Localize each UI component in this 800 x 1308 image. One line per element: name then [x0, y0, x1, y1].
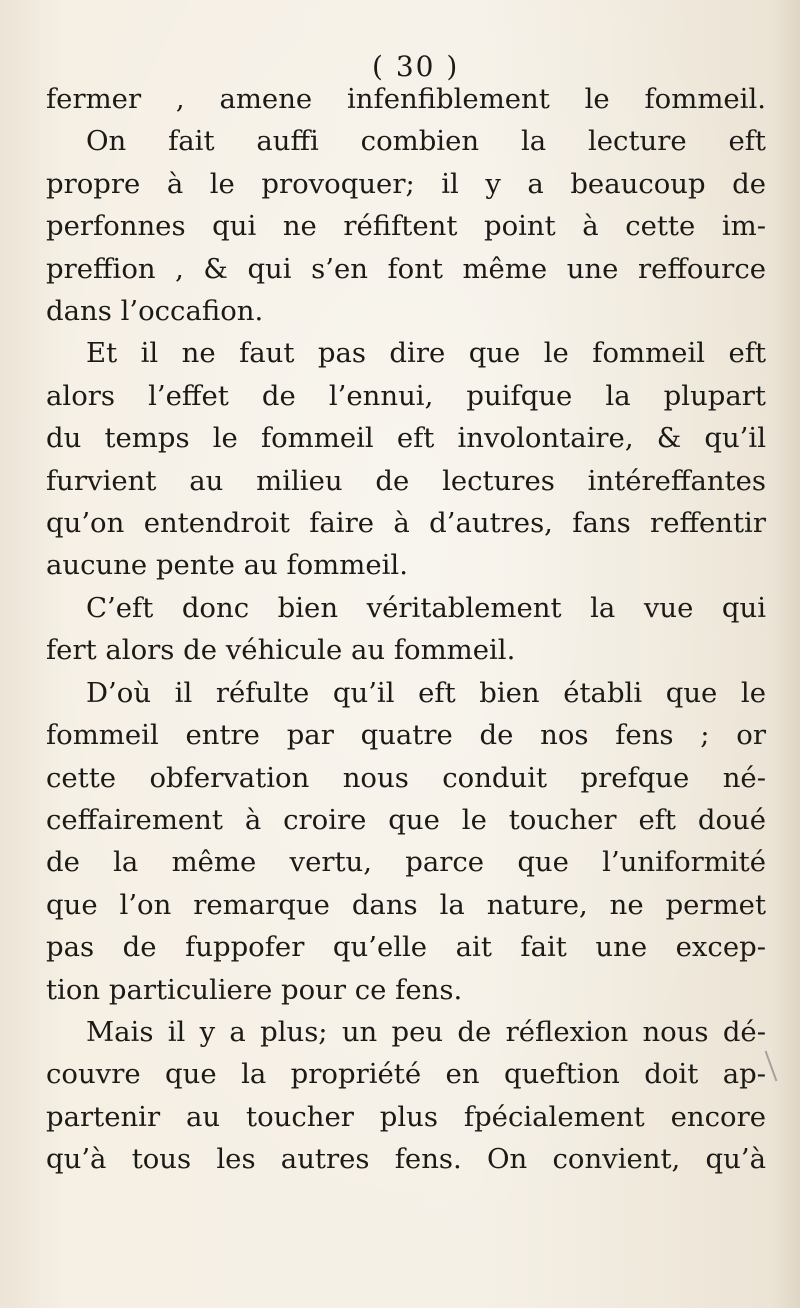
- text-line: C’eft donc bien véritablement la vue qui: [86, 591, 766, 624]
- text-line: qu’à tous les autres fens. On convient, qu’à: [46, 1143, 766, 1176]
- text-line: On fait auffi combien la lecture eft: [86, 125, 766, 158]
- text-line: ceffairement à croire que le toucher eft doué: [46, 803, 766, 836]
- text-line: de la même vertu, parce que l’uniformité: [46, 846, 766, 879]
- text-line: alors l’effet de l’ennui, puifque la plupart: [46, 379, 766, 412]
- text-line: Mais il y a plus; un peu de réflexion nous dé-: [86, 1015, 766, 1048]
- text-line: cette obfervation nous conduit prefque né-: [46, 761, 766, 794]
- text-line: partenir au toucher plus fpécialement encore: [46, 1100, 766, 1133]
- text-line: fermer , amene infenfiblement le fommeil.: [46, 83, 766, 115]
- page-edge-shadow: [770, 0, 800, 1308]
- body-text: [46, 78, 766, 1181]
- text-line: preffion , & qui s’en font même une reffource: [46, 252, 766, 285]
- text-line: du temps le fommeil eft involontaire, & qu’il: [46, 422, 766, 455]
- page-number: ( 30 ): [372, 50, 460, 83]
- text-line: que l’on remarque dans la nature, ne permet: [46, 888, 766, 921]
- text-line: D’où il réfulte qu’il eft bien établi que le: [86, 676, 766, 709]
- text-line: aucune pente au fommeil.: [46, 549, 408, 582]
- text-line: propre à le provoquer; il y a beaucoup de: [46, 167, 766, 200]
- text-line: fommeil entre par quatre de nos fens ; or: [46, 719, 766, 752]
- text-line: perfonnes qui ne réfiftent point à cette im-: [46, 210, 766, 243]
- text-line: qu’on entendroit faire à d’autres, fans reffentir: [46, 507, 766, 540]
- text-line: pas de fuppofer qu’elle ait fait une excep-: [46, 931, 766, 964]
- text-line: fert alors de véhicule au fommeil.: [46, 634, 516, 667]
- text-line: furvient au milieu de lectures intéreffantes: [46, 464, 766, 497]
- text-line: Et il ne faut pas dire que le fommeil eft: [86, 337, 766, 370]
- text-line: dans l’occafion.: [46, 295, 264, 328]
- text-line: couvre que la propriété en queftion doit ap-: [46, 1058, 766, 1091]
- text-line: tion particuliere pour ce fens.: [46, 973, 463, 1006]
